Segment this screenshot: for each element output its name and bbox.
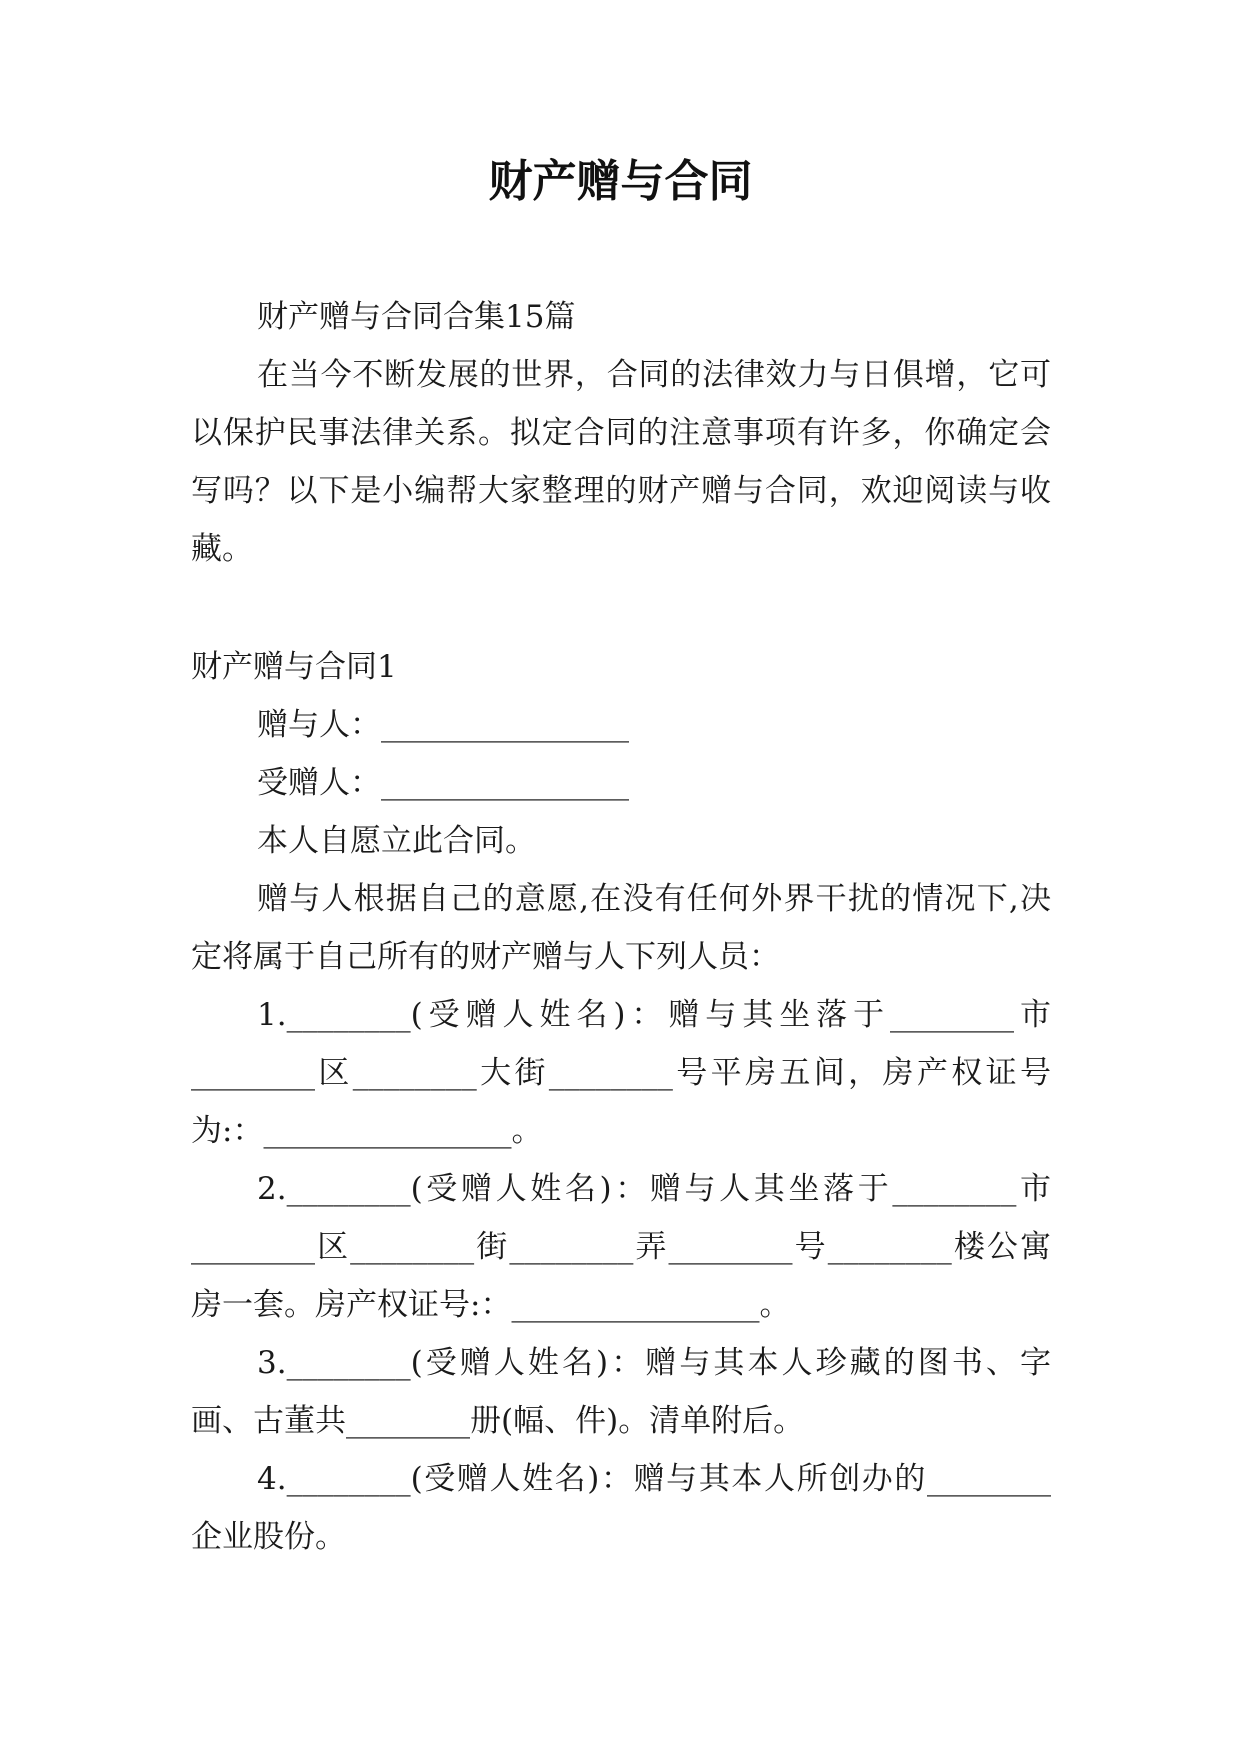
gift-item-4: 4.________(受赠人姓名)：赠与其本人所创办的________企业股份。 <box>191 1461 1051 1555</box>
collection-subtitle: 财产赠与合同合集15篇 <box>257 299 576 335</box>
statement-paragraph: 本人自愿立此合同。 <box>257 823 536 859</box>
decision-paragraph: 赠与人根据自己的意愿,在没有任何外界干扰的情况下,决定将属于自己所有的财产赠与人下列人员： <box>191 881 1051 975</box>
document-body <box>191 288 1051 1566</box>
intro-paragraph: 在当今不断发展的世界，合同的法律效力与日俱增，它可以保护民事法律关系。拟定合同的注意事项有许多，你确定会写吗？以下是小编帮大家整理的财产赠与合同，欢迎阅读与收藏。 <box>191 357 1051 567</box>
section-heading: 财产赠与合同1 <box>191 649 397 685</box>
gift-item-3: 3.________(受赠人姓名)：赠与其本人珍藏的图书、字画、古董共________册(幅、件)。清单附后。 <box>191 1345 1051 1439</box>
gift-item-2: 2.________(受赠人姓名)：赠与人其坐落于________市________区________街________弄________号________楼公寓房一套。房产权证号:：________________。 <box>191 1171 1051 1323</box>
donor-line: 赠与人：________________ <box>257 707 629 743</box>
document-title: 财产赠与合同 <box>488 156 753 207</box>
gift-item-1: 1.________(受赠人姓名)：赠与其坐落于________市________区________大街________号平房五间，房产权证号为:：________________。 <box>191 997 1051 1149</box>
donee-line: 受赠人：________________ <box>257 765 629 801</box>
